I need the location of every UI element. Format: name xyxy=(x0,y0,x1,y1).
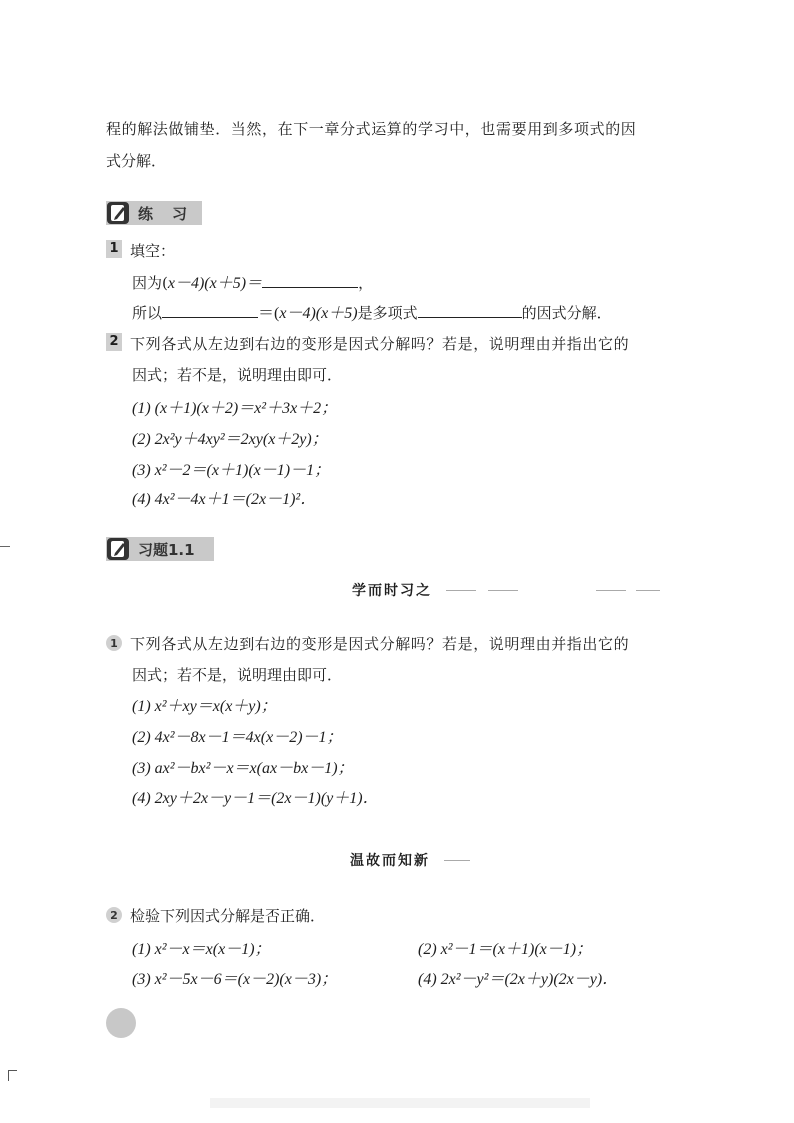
fill-blank-line-1: 因为(x－4)(x＋5)＝ ， xyxy=(132,274,374,292)
exercise-title: 习题1.1 xyxy=(138,540,195,559)
question-number: 2 xyxy=(106,333,122,351)
answer-blank[interactable] xyxy=(418,303,522,318)
list-item: (4) 2x²－y²＝(2x＋y)(2x－y)． xyxy=(418,971,619,988)
list-item: (1) (x＋1)(x＋2)＝x²＋3x＋2； xyxy=(132,400,338,417)
svg-text:2: 2 xyxy=(110,909,118,922)
section-dash xyxy=(636,590,660,591)
corner-mark xyxy=(8,1070,17,1081)
question-text: 检验下列因式分解是否正确． xyxy=(130,907,326,925)
pencil-icon xyxy=(106,201,130,225)
answer-blank[interactable] xyxy=(262,273,358,288)
section-heading: 温故而知新 xyxy=(350,853,430,869)
page-number-circle xyxy=(106,1008,136,1038)
list-item: (4) 4x²－4x＋1＝(2x－1)²． xyxy=(132,491,317,508)
intro-line-1: 程的解法做铺垫．当然，在下一章分式运算的学习中，也需要用到多项式的因 xyxy=(106,120,637,138)
question-number: 1 xyxy=(106,240,122,258)
section-dash xyxy=(444,860,470,861)
question-two-icon xyxy=(104,905,124,925)
section-dash xyxy=(446,590,476,591)
question-text: 因式；若不是，说明理由即可． xyxy=(132,666,343,684)
pencil-icon xyxy=(106,537,130,561)
svg-text:1: 1 xyxy=(110,637,118,650)
list-item: (3) x²－2＝(x＋1)(x－1)－1； xyxy=(132,462,331,479)
faded-footer xyxy=(210,1098,590,1108)
list-item: (3) x²－5x－6＝(x－2)(x－3)； xyxy=(132,971,338,988)
list-item: (2) 4x²－8x－1＝4x(x－2)－1； xyxy=(132,729,343,746)
answer-blank[interactable] xyxy=(162,303,258,318)
question-text: 下列各式从左边到右边的变形是因式分解吗？若是，说明理由并指出它的 xyxy=(130,335,630,353)
question-text: 下列各式从左边到右边的变形是因式分解吗？若是，说明理由并指出它的 xyxy=(130,635,630,653)
practice-title: 练 习 xyxy=(138,204,190,223)
question-label: 填空： xyxy=(130,242,176,260)
question-one-icon xyxy=(104,633,124,653)
section-dash xyxy=(488,590,518,591)
list-item: (2) x²－1＝(x＋1)(x－1)； xyxy=(418,941,593,958)
list-item: (2) 2x²y＋4xy²＝2xy(x＋2y)； xyxy=(132,431,328,448)
section-heading: 学而时习之 xyxy=(352,583,432,599)
fill-blank-line-2: 所以 ＝(x－4)(x＋5)是多项式 的因式分解． xyxy=(132,304,612,322)
list-item: (3) ax²－bx²－x＝x(ax－bx－1)； xyxy=(132,760,354,777)
list-item: (1) x²＋xy＝x(x＋y)； xyxy=(132,698,277,715)
list-item: (1) x²－x＝x(x－1)； xyxy=(132,941,271,958)
list-item: (4) 2xy＋2x－y－1＝(2x－1)(y＋1)． xyxy=(132,790,379,807)
intro-line-2: 式分解． xyxy=(106,152,167,170)
exercise-banner xyxy=(106,537,214,561)
section-dash xyxy=(596,590,626,591)
practice-banner xyxy=(106,201,202,225)
margin-mark xyxy=(0,546,10,547)
question-text: 因式；若不是，说明理由即可． xyxy=(132,366,343,384)
